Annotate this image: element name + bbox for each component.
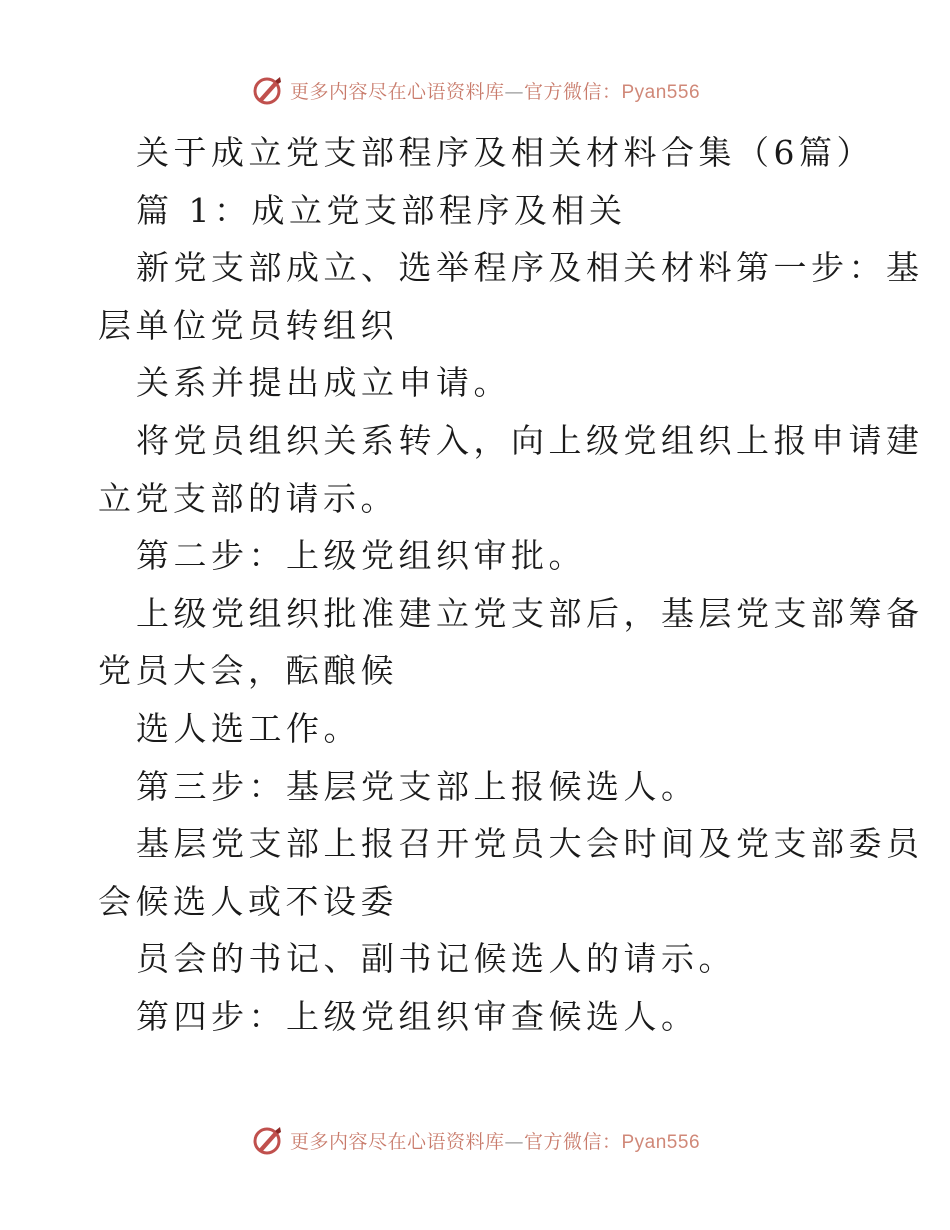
banner-separator: —	[504, 80, 524, 103]
banner-id: Pyan556	[621, 81, 701, 103]
pen-logo-icon	[250, 1123, 284, 1157]
paragraph-line: 员会的书记、副书记候选人的请示。	[136, 939, 736, 979]
pen-logo-icon	[250, 73, 284, 107]
paragraph-line: 基层党支部上报召开党员大会时间及党支部委员	[136, 824, 924, 864]
step-heading: 第三步：基层党支部上报候选人。	[136, 766, 699, 806]
banner-official: 官方微信：	[523, 1130, 622, 1153]
banner-official: 官方微信：	[523, 80, 622, 103]
paragraph-line: 党员大会，酝酿候	[98, 651, 398, 691]
paragraph-line: 层单位党员转组织	[98, 305, 398, 345]
header-banner	[0, 70, 950, 110]
paragraph-line: 上级党组织批准建立党支部后，基层党支部筹备	[136, 593, 924, 633]
paragraph-line: 会候选人或不设委	[98, 881, 398, 921]
banner-inner	[250, 1123, 700, 1157]
paragraph-line: 关系并提出成立申请。	[136, 363, 511, 403]
banner-text	[290, 1127, 700, 1154]
step-heading: 第四步：上级党组织审查候选人。	[136, 996, 699, 1036]
step-heading: 第二步：上级党组织审批。	[136, 536, 586, 576]
document-title: 关于成立党支部程序及相关材料合集（6篇）	[136, 133, 874, 172]
banner-text-cn: 更多内容尽在心语资料库	[289, 80, 505, 103]
banner-text-cn: 更多内容尽在心语资料库	[289, 1130, 505, 1153]
banner-separator: —	[504, 1130, 524, 1153]
banner-text	[290, 77, 700, 104]
section-heading: 篇 1：成立党支部程序及相关	[136, 190, 627, 230]
paragraph-line: 将党员组织关系转入，向上级党组织上报申请建	[136, 420, 924, 460]
banner-id: Pyan556	[621, 1131, 701, 1153]
document-body	[98, 124, 924, 1046]
paragraph-line: 选人选工作。	[136, 708, 361, 748]
paragraph-line: 立党支部的请示。	[98, 478, 398, 518]
footer-banner	[0, 1120, 950, 1160]
paragraph-line: 新党支部成立、选举程序及相关材料第一步：基	[136, 248, 924, 288]
banner-inner	[250, 73, 700, 107]
